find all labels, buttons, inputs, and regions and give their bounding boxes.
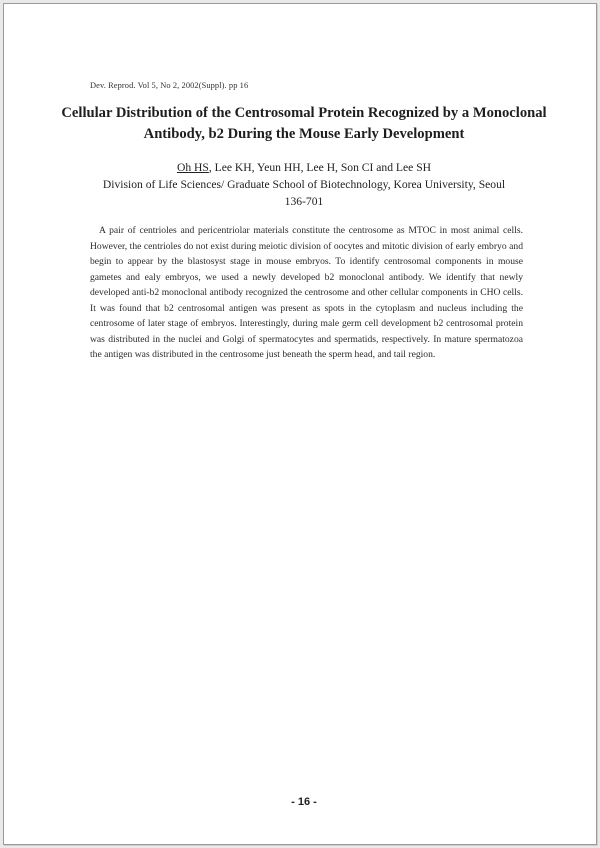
affiliation-line-2: 136-701 — [284, 195, 324, 208]
page-number: - 16 - — [291, 796, 317, 808]
affiliation-line-1: Division of Life Sciences/ Graduate School of Biotechnology, Korea University, Seoul — [102, 178, 506, 191]
affiliation — [44, 176, 564, 210]
presenting-author: Oh HS — [176, 161, 209, 174]
journal-citation: Dev. Reprod. Vol 5, No 2, 2002(Suppl). pp 16 — [90, 81, 249, 90]
co-authors: , Lee KH, Yeun HH, Lee H, Son CI and Lee SH — [208, 161, 432, 174]
paper-title: Cellular Distribution of the Centrosomal Protein Recognized by a Monoclonal Antibody, b2 During the Mouse Early Development — [61, 105, 547, 142]
document-page — [3, 3, 597, 845]
author-list — [44, 159, 564, 176]
abstract-text: A pair of centrioles and pericentriolar materials constitute the centrosome as MTOC in most animal cells. However, the centrioles do not exist during meiotic division of oocytes and mitotic division of early embryo and begin to appear by the blastosyst stage in mouse embryos. To identify centrosomal components in mouse gametes and ealy embryos, we used a newly developed b2 monoclonal antibody. We identify that newly developed anti-b2 monoclonal antibody recognized the centrosome and other cellular components in CHO cells. It was found that b2 centrosomal antigen was present as spots in the cytoplasm and nucleus including the centrosome of later stage of embryos. Interestingly, during male germ cell development b2 centrosomal protein was distributed in the nuclei and Golgi of spermatocytes and spermatids, respectively. In mature spermatozoa the antigen was distributed in the centrosome just beneath the sperm head, and tail region. — [90, 225, 523, 360]
